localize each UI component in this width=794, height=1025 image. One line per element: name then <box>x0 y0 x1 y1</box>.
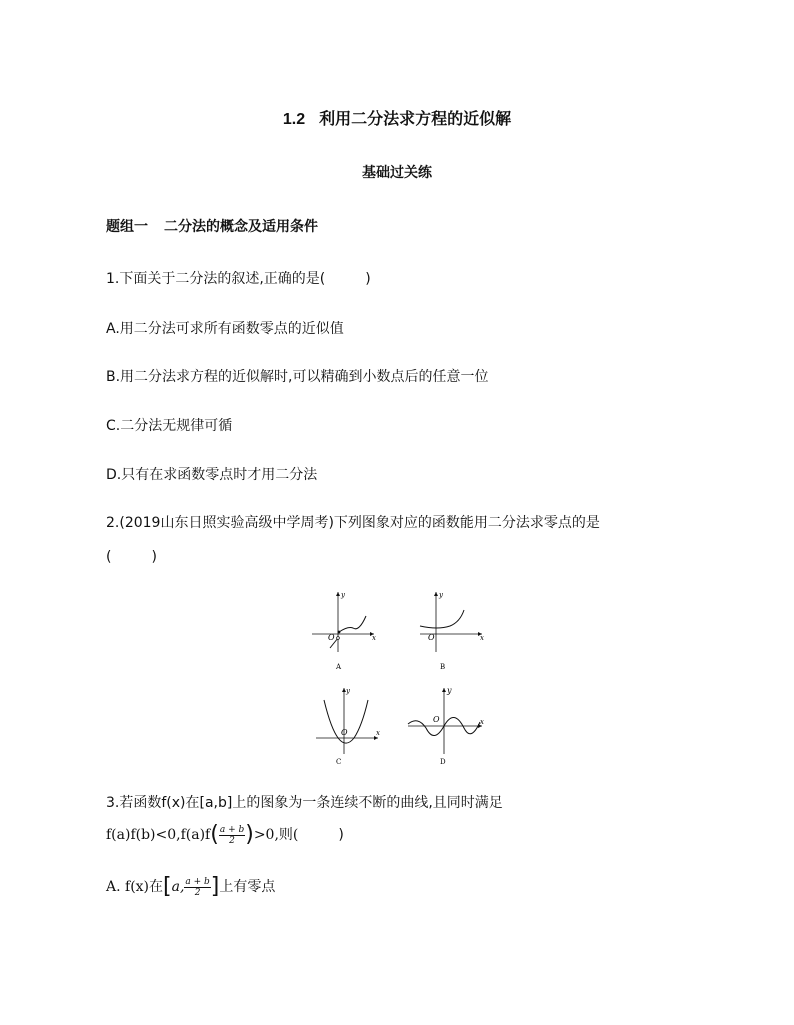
question-3-condition-suffix: >0,则( <box>253 827 299 843</box>
question-3-option-a: A. f(x)在[a, $\frac{a + b}{2}$ ]上有零点 <box>106 874 276 899</box>
option-a-prefix: A. f(x)在 <box>106 879 164 895</box>
group-label: 题组一 <box>106 219 148 235</box>
graph-b-caption: B <box>440 663 446 671</box>
group-title: 二分法的概念及适用条件 <box>164 219 318 235</box>
question-1-option-a: A.用二分法可求所有函数零点的近似值 <box>106 321 344 337</box>
graph-a-caption: A <box>336 663 342 671</box>
question-1-option-b: B.用二分法求方程的近似解时,可以精确到小数点后的任意一位 <box>106 369 489 385</box>
option-a-interval-start: a, <box>171 879 185 895</box>
question-1-close-paren: ) <box>365 271 371 287</box>
question-3-stem: 3.若函数f(x)在[a,b]上的图象为一条连续不断的曲线,且同时满足 <box>106 795 503 811</box>
question-1-option-c: C.二分法无规律可循 <box>106 418 233 434</box>
graph-c <box>316 687 380 766</box>
graph-b <box>420 591 484 671</box>
question-1-text: 1.下面关于二分法的叙述,正确的是( <box>106 271 326 287</box>
question-1-option-d: D.只有在求函数零点时才用二分法 <box>106 467 318 483</box>
graph-d-y-label: y <box>447 686 452 695</box>
option-a-fraction <box>184 877 210 898</box>
graph-d-origin: O <box>433 715 440 724</box>
graph-b-y-label: y <box>439 591 443 599</box>
graph-a <box>312 591 376 671</box>
graph-b-origin: O <box>428 633 435 642</box>
question-2-answer-blank <box>106 549 157 565</box>
graph-c-x-label: x <box>376 729 380 737</box>
graph-d-caption: D <box>440 758 446 766</box>
graph-c-origin: O <box>341 728 348 737</box>
question-3-close-paren: ) <box>338 827 344 843</box>
question-3-condition-prefix: f(a)f(b)<0,f(a)f <box>106 827 211 843</box>
graph-d-x-label: x <box>480 718 484 726</box>
graph-b-x-label: x <box>480 634 484 642</box>
question-1-stem <box>106 268 371 288</box>
graph-d <box>408 686 484 766</box>
fraction-numerator: a + b <box>219 824 245 835</box>
fraction-denominator: 2 <box>229 835 235 846</box>
fraction-denominator: 2 <box>194 887 201 898</box>
section-title: 利用二分法求方程的近似解 <box>319 109 512 128</box>
question-2-stem: 2.(2019山东日照实验高级中学周考)下列图象对应的函数能用二分法求零点的是 <box>106 515 600 531</box>
graph-a-y-label: y <box>341 591 345 599</box>
page-subtitle: 基础过关练 <box>362 165 432 181</box>
function-graph-figures <box>308 588 488 770</box>
graph-a-x-label: x <box>372 634 376 642</box>
graph-a-origin: O <box>328 633 335 642</box>
option-a-suffix: 上有零点 <box>219 879 276 895</box>
question-group-heading <box>106 216 318 236</box>
graph-c-caption: C <box>336 758 342 766</box>
page-title <box>0 106 794 129</box>
question-3-condition: f(a)f(b)<0,f(a)f( $\frac{a + b}{2}$ )>0,则( ) <box>106 822 344 847</box>
question-2-open-paren: ( <box>106 549 112 565</box>
section-number: 1.2 <box>282 111 306 128</box>
graphs-svg <box>308 588 488 770</box>
fraction-numerator: a + b <box>185 876 210 887</box>
question-3-fraction <box>219 825 245 846</box>
graph-c-y-label: y <box>346 687 350 695</box>
question-2-close-paren: ) <box>151 549 157 565</box>
